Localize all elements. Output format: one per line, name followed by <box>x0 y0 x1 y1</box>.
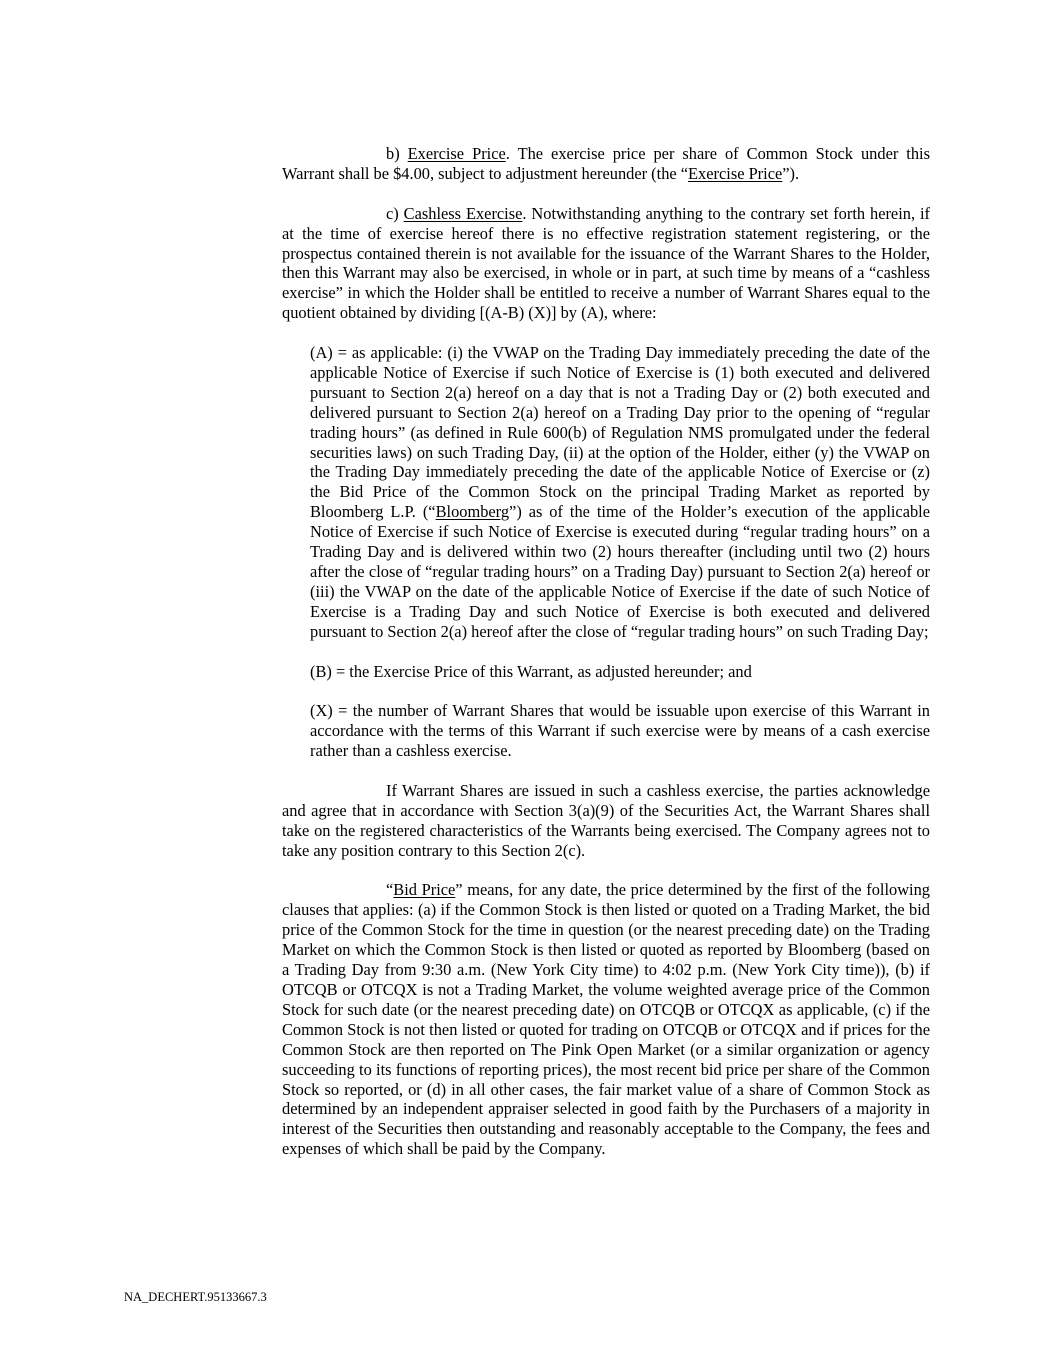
section-c-heading: Cashless Exercise <box>403 203 523 223</box>
definition-b: (B) = the Exercise Price of this Warrant, as adjusted hereunder; and <box>310 661 752 681</box>
bid-price-defined-term: Bid Price <box>393 880 456 900</box>
section-cashless-exercise <box>282 204 930 323</box>
footer-document-id: NA_DECHERT.95133667.3 <box>124 1290 267 1304</box>
section-exercise-price <box>282 144 930 184</box>
bid-price-open-quote: “ <box>386 880 394 900</box>
section-c-text: . Notwithstanding anything to the contrary set forth herein, if at the time of exercise hereof there is no effective registration statement registering, or the prospectus contained therein is not available for the issuance of the Warrant Shares to the Holder, then this Warrant may also be exercised, in whole or in part, at such time by means of a “cashless exercise” in which the Holder shall be entitled to receive a number of Warrant Shares equal to the quotient obtained by dividing [(A-B) (X)] by (A), where: <box>282 203 930 323</box>
section-b-defined-term: Exercise Price <box>688 163 783 183</box>
section-b-text-1: . The exercise price per share of Common Stock under this Warrant shall be $4.00, subject to adjustment hereunder (the “ <box>282 144 930 183</box>
section-b-text-2: ”). <box>782 163 800 183</box>
section-c-lead: c) <box>386 203 404 223</box>
definition-a-defined-term: Bloomberg <box>435 502 510 522</box>
definition-x: (X) = the number of Warrant Shares that would be issuable upon exercise of this Warrant in accordance with the terms of this Warrant if such exercise were by means of a cash exercise rather than a cashless exercise. <box>310 701 930 761</box>
paragraph-cashless-issued: If Warrant Shares are issued in such a cashless exercise, the parties acknowledge and agree that in accordance with Section 3(a)(9) of the Securities Act, the Warrant Shares shall take on the registered characteristics of the Warrants being exercised. The Company agrees not to take any position contrary to this Section 2(c). <box>282 780 930 860</box>
paragraph-bid-price <box>282 880 930 1159</box>
definition-a <box>310 343 930 642</box>
bid-price-text: ” means, for any date, the price determined by the first of the following clauses that applies: (a) if the Common Stock is then listed or quoted on a Trading Market, the bid price of the Common Stock for the time in question (or the nearest preceding date) on the Trading Market on which the Common Stock is then listed or quoted as reported by Bloomberg (based on a Trading Day from 9:30 a.m. (New York City time) to 4:02 p.m. (New York City time)), (b) if OTCQB or OTCQX is not a Trading Market, the volume weighted average price of the Common Stock for such date (or the nearest preceding date) on OTCQB or OTCQX as applicable, (c) if the Common Stock is not then listed or quoted for trading on OTCQB or OTCQX and if prices for the Common Stock are then reported on The Pink Open Market (or a similar organization or agency succeeding to its functions of reporting prices), the most recent bid price per share of the Common Stock so reported, or (d) in all other cases, the fair market value of a share of Common Stock as determined by an independent appraiser selected in good faith by the Purchasers of a majority in interest of the Securities then outstanding and reasonably acceptable to the Company, the fees and expenses of which shall be paid by the Company. <box>282 880 930 1159</box>
section-b-lead: b) <box>386 144 408 163</box>
definition-a-text-1: (A) = as applicable: (i) the VWAP on the Trading Day immediately preceding the date of the applicable Notice of Exercise if such Notice of Exercise is (1) both executed and delivered pursuant to Section 2(a) hereof on a day that is not a Trading Day or (2) both executed and delivered pursuant to Section 2(a) hereof on a Trading Day prior to the opening of “regular trading hours” (as defined in Rule 600(b) of Regulation NMS promulgated under the federal securities laws) on such Trading Day, (ii) at the option of the Holder, either (y) the VWAP on the Trading Day immediately preceding the date of the applicable Notice of Exercise or (z) the Bid Price of the Common Stock on the principal Trading Market as reported by Bloomberg L.P. (“ <box>310 343 930 522</box>
definition-a-text-2: ”) as of the time of the Holder’s execution of the applicable Notice of Exercise if such Notice of Exercise is executed during “regular trading hours” on a Trading Day and is delivered within two (2) hours thereafter (including until two (2) hours after the close of “regular trading hours” on a Trading Day) pursuant to Section 2(a) hereof or (iii) the VWAP on the date of the applicable Notice of Exercise if the date of such Notice of Exercise is a Trading Day and such Notice of Exercise is both executed and delivered pursuant to Section 2(a) hereof after the close of “regular trading hours” on such Trading Day; <box>310 502 931 641</box>
document-body <box>282 144 930 1179</box>
section-b-heading: Exercise Price <box>407 144 506 163</box>
